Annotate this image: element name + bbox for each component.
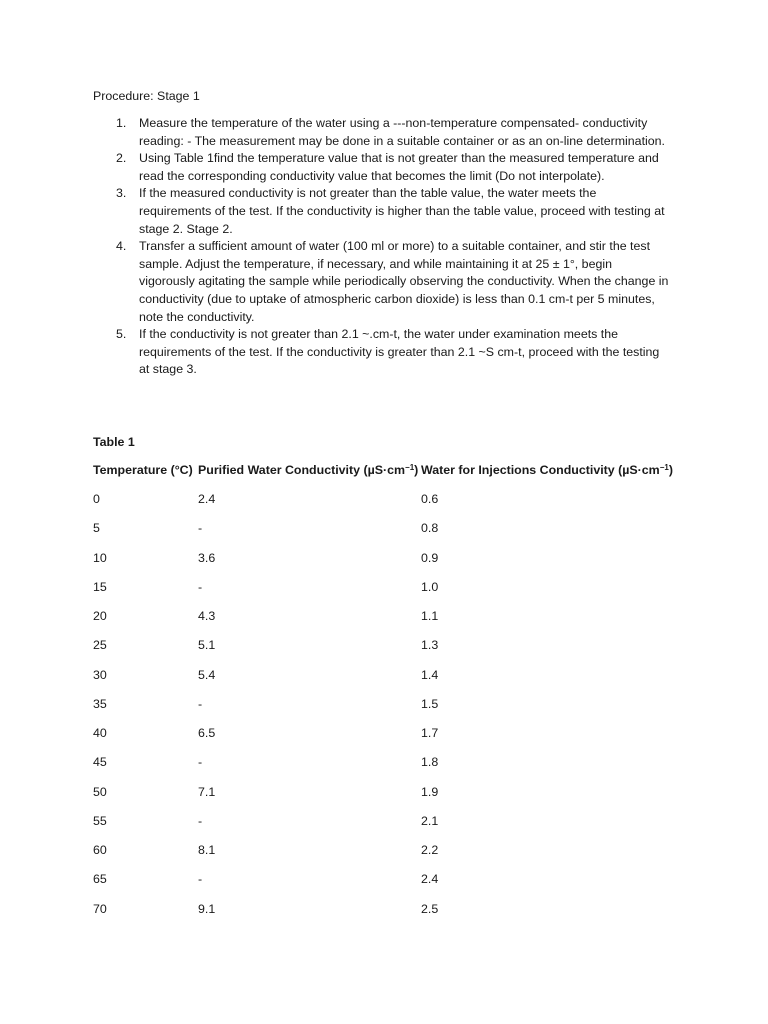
- cell-temperature: 60: [93, 843, 107, 857]
- step-text: If the conductivity is not greater than 2.1 ~.cm-t, the water under examination meets the requirements of the test. If the conductivity is greater than 2.1 ~S cm-t, proceed with the testing at stage 3.: [139, 327, 660, 377]
- table-row: [93, 754, 693, 783]
- cell-temperature: 70: [93, 901, 107, 916]
- cell-purified-water: -: [198, 755, 203, 770]
- header-close-paren: ): [414, 463, 419, 477]
- table-body: [93, 491, 693, 930]
- cell-water-for-injections: 0.8: [421, 521, 439, 536]
- cell-purified-water: 6.5: [198, 726, 216, 740]
- cell-water-for-injections: 1.5: [421, 696, 439, 711]
- header-wfi-text: Water for Injections Conductivity (µS·cm: [421, 463, 660, 477]
- table-row: [93, 871, 693, 900]
- cell-purified-water: 2.4: [198, 492, 216, 506]
- cell-water-for-injections: 2.1: [421, 813, 439, 828]
- cell-purified-water: 9.1: [198, 901, 216, 916]
- cell-purified-water: -: [198, 579, 203, 594]
- procedure-step: [93, 185, 671, 238]
- header-purified-water: [198, 462, 418, 478]
- cell-purified-water: 5.1: [198, 638, 216, 653]
- cell-water-for-injections: 2.4: [421, 872, 439, 887]
- step-text: If the measured conductivity is not greater than the table value, the water meets the requirements of the test. If the conductivity is higher than the table value, proceed with testing at stage 2. Stage 2.: [139, 186, 665, 236]
- cell-temperature: 0: [93, 492, 100, 506]
- cell-purified-water: -: [198, 521, 203, 536]
- cell-water-for-injections: 1.7: [421, 726, 439, 740]
- cell-temperature: 20: [93, 609, 107, 623]
- header-superscript: −1: [405, 463, 415, 472]
- cell-temperature: 30: [93, 667, 107, 682]
- cell-temperature: 10: [93, 550, 107, 565]
- table-row: [93, 550, 693, 579]
- step-text: Measure the temperature of the water using a ---non-temperature compensated- conductivity reading: - The measurement may be done in a suitable container or as an on-line determination.: [139, 116, 665, 148]
- table-row: [93, 784, 693, 813]
- cell-water-for-injections: 1.4: [421, 667, 439, 682]
- cell-water-for-injections: 0.9: [421, 550, 439, 565]
- cell-water-for-injections: 1.9: [421, 784, 439, 799]
- cell-temperature: 5: [93, 521, 100, 536]
- header-superscript: −1: [659, 463, 669, 472]
- header-purified-text: Purified Water Conductivity (µS·cm: [198, 463, 406, 477]
- table-row: [93, 520, 693, 549]
- procedure-step: [93, 115, 671, 150]
- table-row: [93, 901, 693, 930]
- cell-water-for-injections: 2.5: [421, 901, 439, 916]
- step-number: 1.: [116, 116, 127, 130]
- table-row: [93, 696, 693, 725]
- cell-temperature: 55: [93, 813, 107, 828]
- table-row: [93, 608, 693, 637]
- cell-temperature: 65: [93, 872, 107, 887]
- cell-purified-water: -: [198, 813, 203, 828]
- header-close-paren: ): [668, 463, 673, 477]
- header-water-for-injections: [421, 462, 673, 478]
- cell-purified-water: -: [198, 872, 203, 887]
- step-text: Transfer a sufficient amount of water (100 ml or more) to a suitable container, and stir the test sample. Adjust the temperature, if necessary, and while maintaining it at 25 ± 1°, begin vigorously agitating the sample while periodically observing the conductivity. When the change in conductivity (due to uptake of atmospheric carbon dioxide) is less than 0.1 cm-t per 5 minutes, note the conductivity.: [139, 239, 669, 324]
- table-row: [93, 813, 693, 842]
- step-text: Using Table 1find the temperature value that is not greater than the measured temperature and read the corresponding conductivity value that becomes the limit (Do not interpolate).: [139, 151, 659, 183]
- cell-water-for-injections: 0.6: [421, 492, 439, 506]
- table-row: [93, 491, 693, 520]
- cell-water-for-injections: 1.8: [421, 755, 439, 770]
- table-row: [93, 725, 693, 754]
- cell-purified-water: 7.1: [198, 784, 216, 799]
- procedure-step: [93, 326, 671, 379]
- cell-purified-water: 4.3: [198, 609, 216, 623]
- cell-purified-water: 8.1: [198, 843, 216, 857]
- table-row: [93, 842, 693, 871]
- table-row: [93, 667, 693, 696]
- cell-purified-water: -: [198, 696, 203, 711]
- cell-water-for-injections: 1.3: [421, 638, 439, 653]
- cell-water-for-injections: 1.1: [421, 609, 439, 623]
- step-number: 2.: [116, 151, 127, 166]
- cell-temperature: 45: [93, 755, 107, 770]
- cell-temperature: 15: [93, 579, 107, 594]
- cell-temperature: 35: [93, 696, 107, 711]
- header-temperature: Temperature (°C): [93, 463, 193, 477]
- procedure-heading: Procedure: Stage 1: [93, 89, 200, 103]
- cell-purified-water: 5.4: [198, 667, 216, 682]
- procedure-steps-list: [93, 115, 671, 379]
- step-number: 3.: [116, 186, 127, 201]
- table-header-row: [93, 462, 733, 480]
- table-row: [93, 579, 693, 608]
- procedure-step: [93, 150, 671, 185]
- cell-water-for-injections: 1.0: [421, 579, 439, 594]
- table-row: [93, 637, 693, 666]
- cell-temperature: 25: [93, 638, 107, 653]
- step-number: 4.: [116, 239, 127, 254]
- step-number: 5.: [116, 327, 127, 342]
- procedure-step: [93, 238, 671, 326]
- table-caption: Table 1: [93, 435, 135, 449]
- cell-purified-water: 3.6: [198, 550, 216, 565]
- cell-water-for-injections: 2.2: [421, 843, 439, 857]
- cell-temperature: 50: [93, 784, 107, 799]
- cell-temperature: 40: [93, 726, 107, 740]
